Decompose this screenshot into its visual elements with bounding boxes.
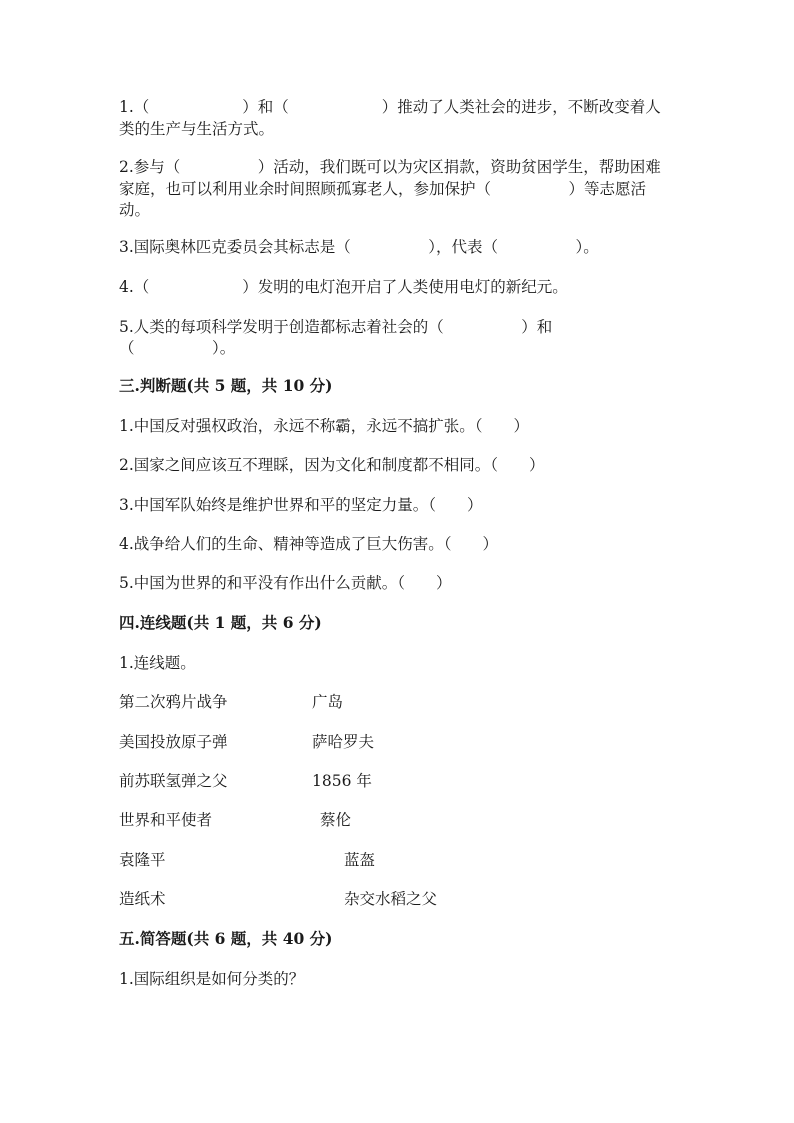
fill-blank-q2-line1: 2.参与（ ）活动，我们既可以为灾区捐款，资助贫困学生，帮助困难 [119,158,661,176]
matching-right-item: 蔡伦 [320,811,352,829]
matching-q1: 1.连线题。 [119,654,196,672]
fill-blank-q2-line2: 家庭，也可以利用业余时间照顾孤寡老人，参加保护（ ）等志愿活 [119,180,647,198]
short-answer-q1: 1.国际组织是如何分类的？ [119,970,305,988]
matching-left-item: 世界和平使者 [119,811,213,829]
true-false-q2: 2.国家之间应该互不理睬，因为文化和制度都不相同。（ ） [119,456,545,474]
fill-blank-q5-line1: 5.人类的每项科学发明于创造都标志着社会的（ ）和 [119,318,553,336]
matching-left-item: 袁隆平 [119,851,166,869]
fill-blank-q1-line1: 1.（ ）和（ ）推动了人类社会的进步，不断改变着人 [119,98,661,116]
section3-heading: 三.判断题(共 5 题，共 10 分) [119,376,333,395]
true-false-q5: 5.中国为世界的和平没有作出什么贡献。（ ） [119,574,452,592]
matching-right-item: 萨哈罗夫 [312,733,375,751]
fill-blank-q3: 3.国际奥林匹克委员会其标志是（ ），代表（ ）。 [119,238,599,256]
matching-left-item: 造纸术 [119,890,166,908]
matching-right-item: 1856 年 [312,772,372,790]
true-false-q3: 3.中国军队始终是维护世界和平的坚定力量。（ ） [119,496,483,514]
matching-right-item: 广岛 [312,693,344,711]
matching-right-item: 杂交水稻之父 [344,890,438,908]
fill-blank-q5-line2: （ ）。 [119,339,236,357]
fill-blank-q4: 4.（ ）发明的电灯泡开启了人类使用电灯的新纪元。 [119,278,568,296]
section4-heading: 四.连线题(共 1 题，共 6 分) [119,613,322,632]
matching-left-item: 美国投放原子弹 [119,733,228,751]
fill-blank-q1-line2: 类的生产与生活方式。 [119,120,275,138]
fill-blank-q2-line3: 动。 [119,201,151,219]
true-false-q4: 4.战争给人们的生命、精神等造成了巨大伤害。（ ） [119,535,499,553]
section5-heading: 五.简答题(共 6 题，共 40 分) [119,929,333,948]
matching-left-item: 第二次鸦片战争 [119,693,228,711]
matching-left-item: 前苏联氢弹之父 [119,772,228,790]
true-false-q1: 1.中国反对强权政治，永远不称霸，永远不搞扩张。（ ） [119,417,530,435]
matching-right-item: 蓝盔 [344,851,376,869]
